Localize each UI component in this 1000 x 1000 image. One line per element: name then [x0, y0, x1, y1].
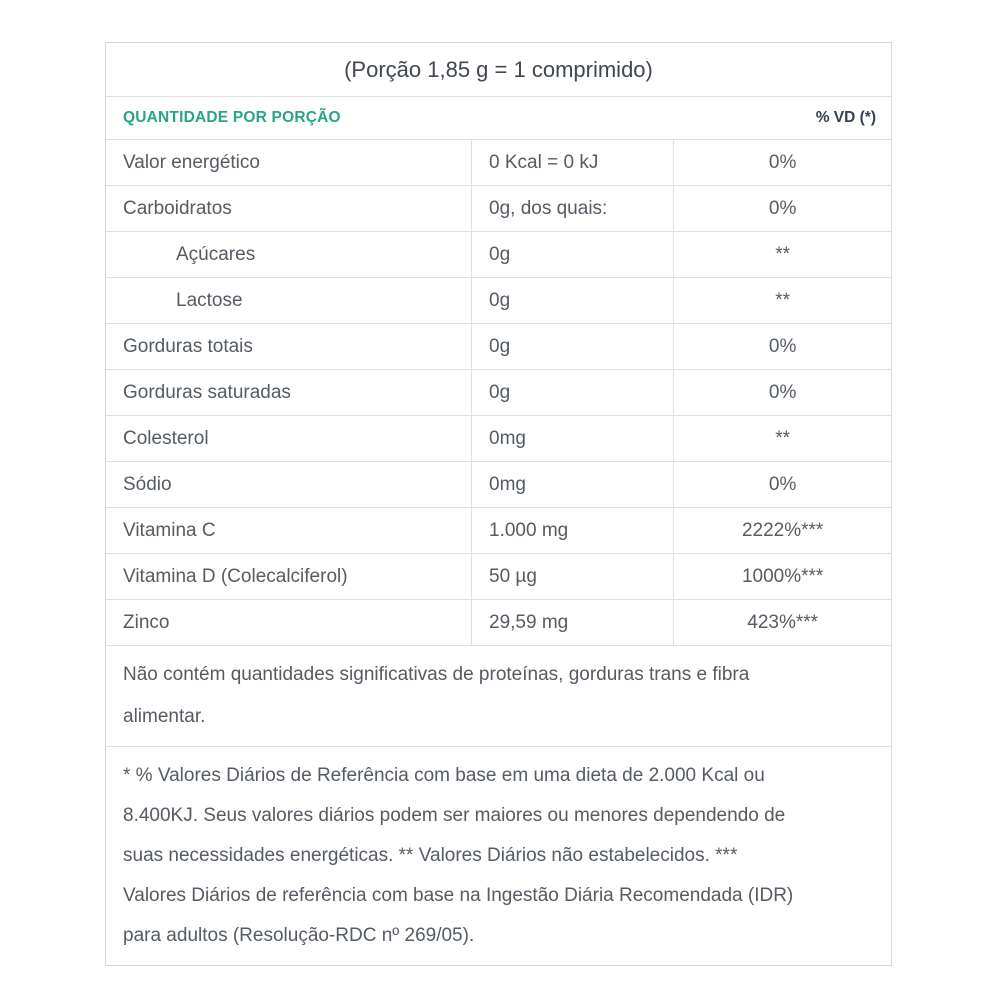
nutrient-name: Carboidratos [123, 197, 232, 219]
nutrient-name: Zinco [123, 611, 170, 633]
nutrient-name: Açúcares [176, 243, 256, 265]
nutrient-amount: 0g [471, 324, 674, 369]
nutrient-amount: 1.000 mg [471, 508, 674, 553]
nutrient-name: Vitamina C [123, 519, 216, 541]
nutrient-dv: 0% [768, 151, 797, 173]
nutrient-name: Colesterol [123, 427, 209, 449]
table-row [106, 599, 891, 645]
nutrient-amount: 0mg [471, 416, 674, 461]
nutrient-dv: 0% [768, 381, 797, 403]
nutrient-dv: 0% [768, 197, 797, 219]
table-row [106, 185, 891, 231]
nutrient-dv: 1000%*** [741, 565, 824, 587]
daily-values-footnote: * % Valores Diários de Referência com base em uma dieta de 2.000 Kcal ou 8.400KJ. Seus valores diários podem ser maiores ou menores dependendo de suas necessidades energéticas. ** Valores Diários não estabelecidos. *** Valores Diários de referência com base na Ingestão Diária Recomendada (IDR) para adultos (Resolução-RDC nº 269/05). [106, 746, 891, 965]
nutrient-amount: 0g, dos quais: [471, 186, 674, 231]
nutrient-name: Sódio [123, 473, 172, 495]
nutrient-amount: 0g [471, 232, 674, 277]
daily-value-header: % VD (*) [815, 109, 876, 126]
nutrient-name: Gorduras saturadas [123, 381, 291, 403]
nutrient-amount: 0g [471, 370, 674, 415]
nutrient-amount: 0mg [471, 462, 674, 507]
table-row [106, 369, 891, 415]
nutrient-dv: 423%*** [747, 611, 819, 633]
nutrition-facts-table [105, 42, 892, 966]
nutrient-dv: 0% [768, 335, 797, 357]
nutrient-amount: 0g [471, 278, 674, 323]
nutrient-dv: 0% [768, 473, 797, 495]
table-row [106, 231, 891, 277]
nutrient-amount: 0 Kcal = 0 kJ [471, 140, 674, 185]
table-row [106, 415, 891, 461]
nutrient-amount: 50 µg [471, 554, 674, 599]
no-significant-amounts-note: Não contém quantidades significativas de proteínas, gorduras trans e fibra alimentar. [106, 645, 891, 746]
nutrient-dv: ** [775, 289, 791, 311]
portion-header-label: (Porção 1,85 g = 1 comprimido) [344, 56, 653, 82]
quantity-per-serving-header: QUANTIDADE POR PORÇÃO [123, 109, 341, 126]
nutrient-dv: ** [775, 427, 791, 449]
portion-header [106, 43, 891, 96]
table-row [106, 139, 891, 185]
table-row [106, 461, 891, 507]
column-header-row [106, 96, 891, 139]
nutrient-name: Vitamina D (Colecalciferol) [123, 565, 348, 587]
table-row [106, 507, 891, 553]
nutrient-name: Gorduras totais [123, 335, 253, 357]
table-row [106, 553, 891, 599]
nutrient-dv: 2222%*** [741, 519, 824, 541]
table-row [106, 277, 891, 323]
table-row [106, 323, 891, 369]
nutrient-name: Valor energético [123, 151, 260, 173]
nutrient-name: Lactose [176, 289, 243, 311]
nutrient-dv: ** [775, 243, 791, 265]
nutrient-amount: 29,59 mg [471, 600, 674, 645]
